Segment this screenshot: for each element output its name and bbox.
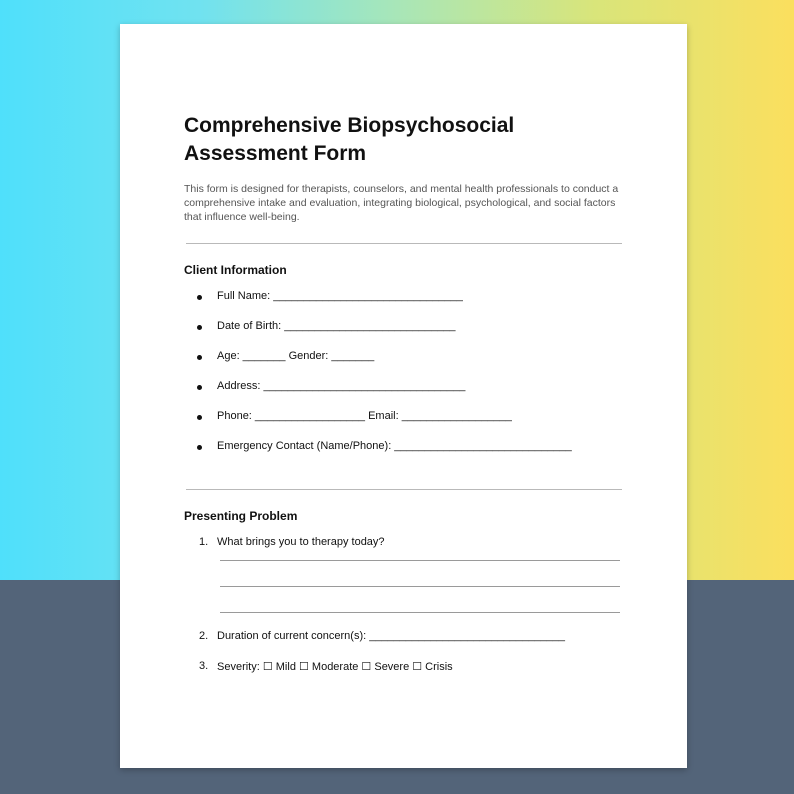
full-name-field: Full Name: _______________________________ — [217, 290, 463, 302]
duration-field: Duration of current concern(s): ________________________________ — [217, 630, 565, 642]
answer-line — [220, 560, 620, 561]
severity-checkboxes: Severity: ☐ Mild ☐ Moderate ☐ Severe ☐ Crisis — [217, 661, 453, 673]
bullet-icon — [197, 325, 202, 330]
bullet-icon — [197, 415, 202, 420]
bullet-icon — [197, 355, 202, 360]
list-item-emergency-contact — [202, 440, 572, 452]
client-information-heading: Client Information — [184, 263, 287, 277]
item-number: 1. — [199, 536, 209, 548]
form-page — [120, 24, 687, 768]
answer-line — [220, 612, 620, 613]
list-item-age-gender — [202, 350, 374, 362]
list-item-question-3 — [199, 660, 453, 673]
answer-line — [220, 586, 620, 587]
address-field: Address: _________________________________ — [217, 380, 466, 392]
question-text: What brings you to therapy today? — [217, 536, 385, 548]
bullet-icon — [197, 385, 202, 390]
presenting-problem-heading: Presenting Problem — [184, 509, 298, 523]
list-item-question-2 — [199, 630, 565, 642]
form-title: Comprehensive Biopsychosocial Assessment Form — [184, 114, 515, 165]
section-divider — [186, 243, 622, 244]
phone-email-field: Phone: __________________ Email: __________________ — [217, 410, 512, 422]
emergency-contact-field: Emergency Contact (Name/Phone): _____________________________ — [217, 440, 572, 452]
form-intro: This form is designed for therapists, counselors, and mental health professionals to conduct a comprehensive intake and evaluation, integrating biological, psychological, and social factors that influence well-being. — [184, 183, 619, 223]
section-divider — [186, 489, 622, 490]
bullet-icon — [197, 295, 202, 300]
list-item-phone-email — [202, 410, 512, 422]
item-number: 3. — [199, 660, 209, 672]
list-item-address — [202, 380, 465, 392]
list-item-question-1 — [199, 536, 385, 548]
date-of-birth-field: Date of Birth: ____________________________ — [217, 320, 456, 332]
item-number: 2. — [199, 630, 209, 642]
list-item-date-of-birth — [202, 320, 456, 332]
list-item-full-name — [202, 290, 463, 302]
age-gender-field: Age: _______ Gender: _______ — [217, 350, 375, 362]
bullet-icon — [197, 445, 202, 450]
